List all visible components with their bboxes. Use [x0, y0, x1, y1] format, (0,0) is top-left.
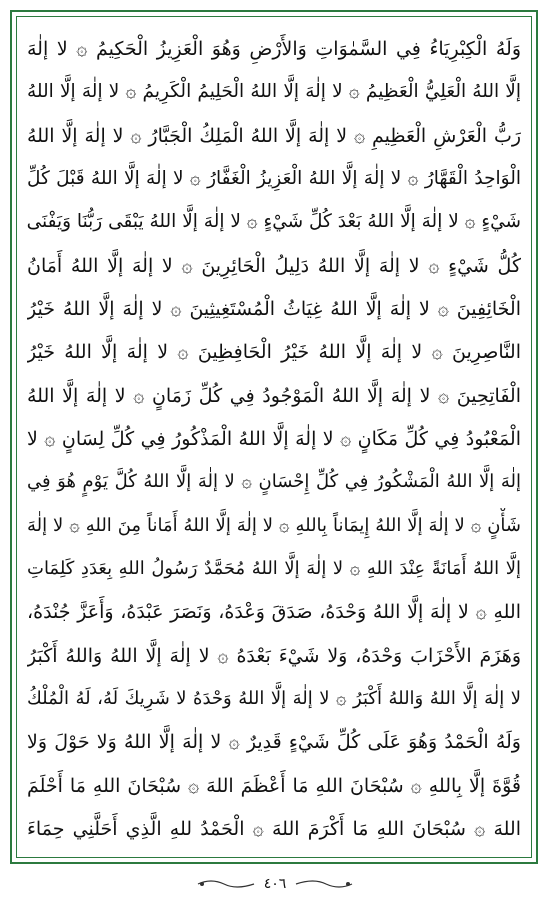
text-line: وَهَزَمَ الأَحْزَابَ وَحْدَهُ، وَلا شَيْءَ بَعْدَهُ ۞ لا إلٰهَ إلَّا اللهُ وَاللهُ أَكْبَرُ [27, 644, 521, 667]
text-line: إلَّا اللهُ الْعَلِيُّ الْعَظِيمُ ۞ لا إلٰهَ إلَّا اللهُ الْحَلِيمُ الْكَرِيمُ ۞ لا إلٰهَ إلَّا اللهُ [27, 81, 521, 103]
text-line: النَّاصِرِينَ ۞ لا إلٰهَ إلَّا اللهُ خَيْرُ الْحَافِظِينَ ۞ لا إلٰهَ إلَّا اللهُ خَيْرُ [27, 341, 521, 364]
text-line: الْفَاتِحِينَ ۞ لا إلٰهَ إلَّا اللهُ الْمَوْجُودُ فِي كُلِّ زَمَانٍ ۞ لا إلٰهَ إلَّا اللهُ [27, 384, 521, 407]
page-number: ٤٠٦ [263, 876, 287, 892]
text-line: الْخَائِفِينَ ۞ لا إلٰهَ إلَّا اللهُ غِيَاثُ الْمُسْتَغِيثِينَ ۞ لا إلٰهَ إلَّا اللهُ خَيْرُ [27, 297, 521, 320]
text-line: وَلَهُ الْكِبْرِيَاءُ فِي السَّمٰوَاتِ وَالأَرْضِ وَهُوَ الْعَزِيزُ الْحَكِيمُ ۞ لا إلٰهَ [27, 38, 521, 60]
text-line: كُلُّ شَيْءٍ ۞ لا إلٰهَ إلَّا اللهُ دَلِيلُ الْحَائِرِينَ ۞ لا إلٰهَ إلَّا اللهُ أَمَانُ [27, 254, 521, 277]
text-line: شَيْءٍ ۞ لا إلٰهَ إلَّا اللهُ بَعْدَ كُلِّ شَيْءٍ ۞ لا إلٰهَ إلَّا اللهُ يَبْقَى رَبُّنَا وَيَفْنَى [27, 211, 521, 233]
text-block [16, 16, 532, 858]
text-line: قُوَّةَ إلَّا بِاللهِ ۞ سُبْحَانَ اللهِ مَا أَعْظَمَ اللهَ ۞ سُبْحَانَ اللهِ مَا أَحْلَمَ [27, 774, 521, 797]
text-line: اللهَ ۞ سُبْحَانَ اللهِ مَا أَكْرَمَ اللهَ ۞ الْحَمْدُ للهِ الَّذِي أَحَلَّنِي حِمَاءَ [27, 817, 521, 840]
text-line: لا إلٰهَ إلَّا اللهُ وَاللهُ أَكْبَرُ ۞ لا إلٰهَ إلَّا اللهُ وَحْدَهُ لا شَرِيكَ لَهُ، لَهُ الْمُلْكُ [27, 687, 521, 709]
text-line: اللهِ ۞ لا إلٰهَ إلَّا اللهُ وَحْدَهُ، صَدَقَ وَعْدَهُ، وَنَصَرَ عَبْدَهُ، وَأَعَزَّ جُنْدَهُ، [27, 601, 521, 624]
text-line: الْمَعْبُودُ فِي كُلِّ مَكَانٍ ۞ لا إلٰهَ إلَّا اللهُ الْمَذْكُورُ فِي كُلِّ لِسَانٍ ۞ لا [27, 427, 521, 450]
text-line: إلٰهَ إلَّا اللهُ الْمَشْكُورُ فِي كُلِّ إِحْسَانٍ ۞ لا إلٰهَ إلَّا اللهُ كُلَّ يَوْمٍ هُوَ فِي [27, 471, 521, 493]
ornament-right-icon [294, 877, 354, 891]
text-line: وَلَهُ الْحَمْدُ وَهُوَ عَلَى كُلِّ شَيْءٍ قَدِيرٌ ۞ لا إلٰهَ إلَّا اللهُ وَلا حَوْلَ وَلا [27, 731, 521, 754]
text-line: شَأْنٍ ۞ لا إلٰهَ إلَّا اللهُ إِيمَاناً بِاللهِ ۞ لا إلٰهَ إلَّا اللهُ أَمَاناً مِنَ اللهِ ۞ لا إلٰهَ [27, 514, 521, 536]
page-footer [0, 872, 550, 896]
text-line: إلَّا اللهُ أَمَانَةً عِنْدَ اللهِ ۞ لا إلٰهَ إلَّا اللهُ مُحَمَّدٌ رَسُولُ اللهِ بِعَدَدِ كَلِمَاتِ [27, 557, 521, 579]
ornament-left-icon [196, 877, 256, 891]
text-line: رَبُّ الْعَرْشِ الْعَظِيمِ ۞ لا إلٰهَ إلَّا اللهُ الْمَلِكُ الْجَبَّارُ ۞ لا إلٰهَ إلَّا اللهُ [27, 124, 521, 147]
text-line: الْوَاحِدُ الْقَهَّارُ ۞ لا إلٰهَ إلَّا اللهُ الْعَزِيزُ الْغَفَّارُ ۞ لا إلٰهَ إلَّا اللهُ قَبْلَ كُلِّ [27, 167, 521, 189]
